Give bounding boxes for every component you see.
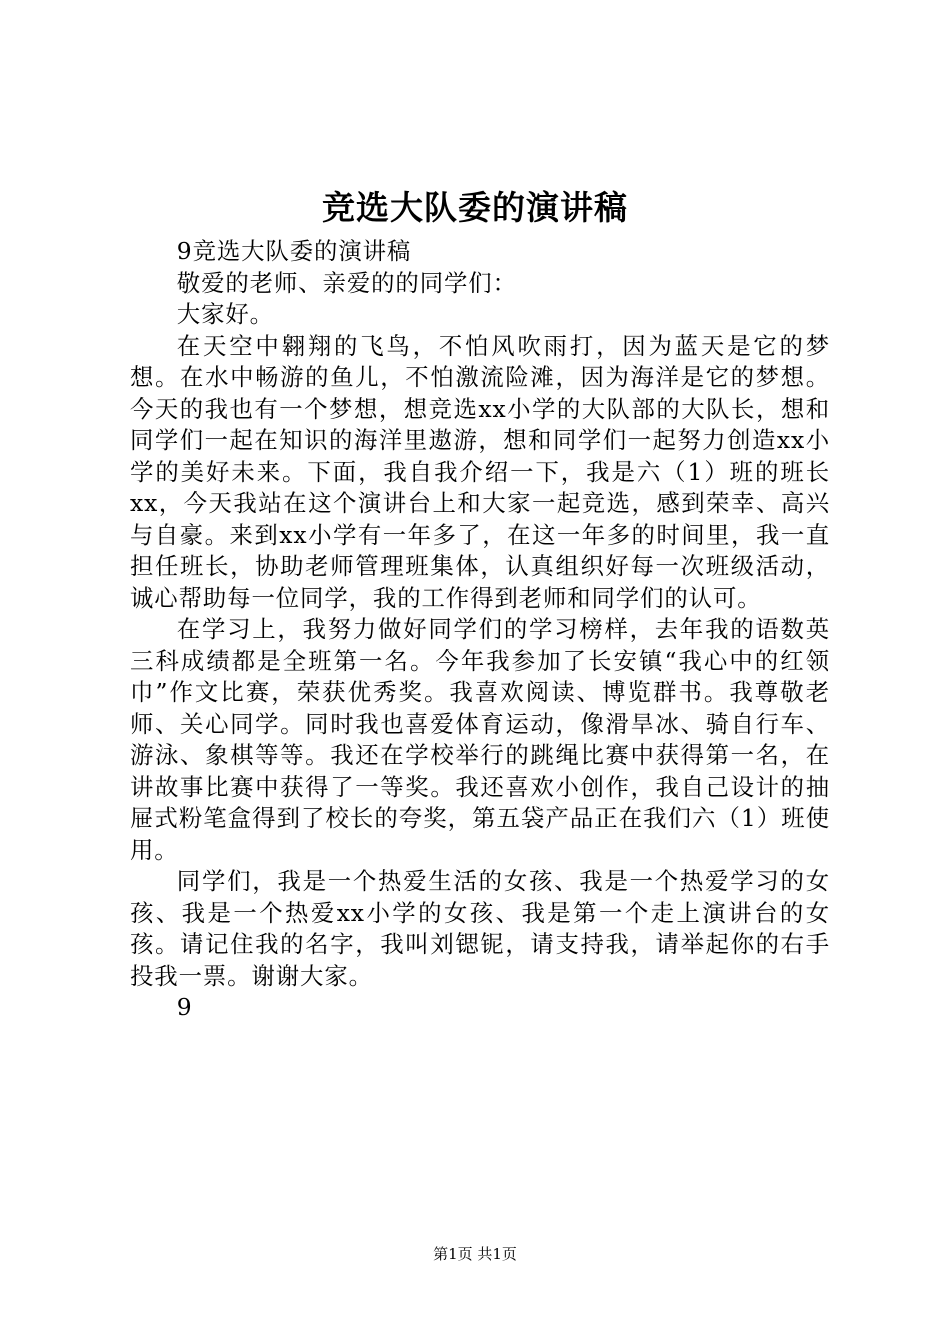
document-body	[130, 236, 830, 1024]
paragraph-study: 在学习上，我努力做好同学们的学习榜样，去年我的语数英三科成绩都是全班第一名。今年我参加了长安镇“我心中的红领巾”作文比赛，荣获优秀奖。我喜欢阅读、博览群书。我尊敬老师、关心同学。同时我也喜爱体育运动，像滑旱冰、骑自行车、游泳、象棋等等。我还在学校举行的跳绳比赛中获得第一名，在讲故事比赛中获得了一等奖。我还喜欢小创作，我自己设计的抽屉式粉笔盒得到了校长的夸奖，第五袋产品正在我们六（1）班使用。	[130, 615, 830, 864]
paragraph-number: 9	[176, 993, 193, 1021]
paragraph-salutation: 敬爱的老师、亲爱的的同学们：	[176, 268, 517, 297]
paragraph-subtitle: 9竞选大队委的演讲稿	[176, 237, 412, 265]
paragraph-intro: 在天空中翱翔的飞鸟，不怕风吹雨打，因为蓝天是它的梦想。在水中畅游的鱼儿，不怕激流险滩，因为海洋是它的梦想。今天的我也有一个梦想，想竞选xx小学的大队部的大队长，想和同学们一起在知识的海洋里遨游，想和同学们一起努力创造xx小学的美好未来。下面，我自我介绍一下，我是六（1）班的班长xx，今天我站在这个演讲台上和大家一起竞选，感到荣幸、高兴与自豪。来到xx小学有一年多了，在这一年多的时间里，我一直担任班长，协助老师管理班集体，认真组织好每一次班级活动，诚心帮助每一位同学，我的工作得到老师和同学们的认可。	[130, 331, 830, 612]
page-footer: 第1页 共1页	[433, 1245, 517, 1263]
paragraph-greeting: 大家好。	[176, 300, 274, 328]
document-title: 竞选大队委的演讲稿	[322, 188, 628, 227]
paragraph-closing: 同学们，我是一个热爱生活的女孩、我是一个热爱学习的女孩、我是一个热爱xx小学的女孩、我是第一个走上演讲台的女孩。请记住我的名字，我叫刘锶铌，请支持我，请举起你的右手投我一票。谢谢大家。	[130, 867, 830, 990]
